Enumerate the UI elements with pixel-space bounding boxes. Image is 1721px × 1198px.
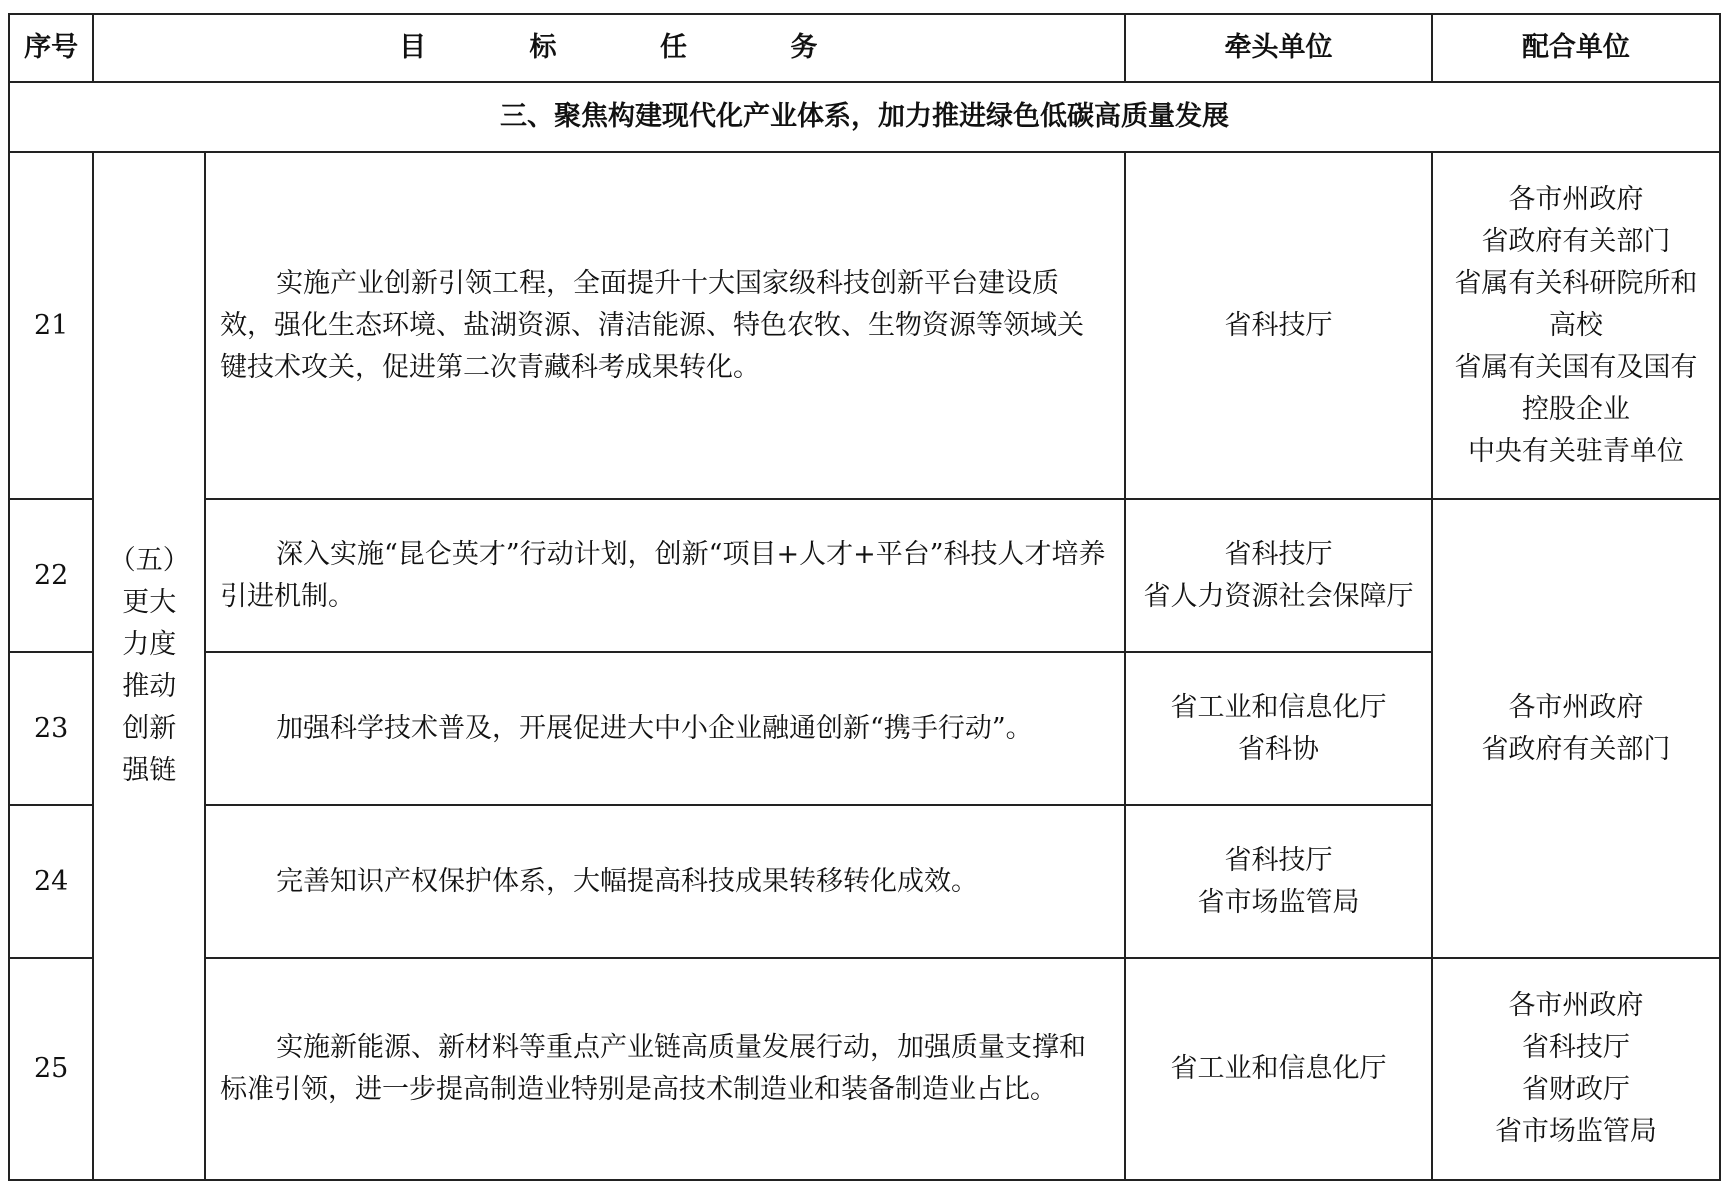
support-unit [1432,958,1720,1180]
support-unit-line: 省市场监管局 [1494,1116,1657,1147]
header-no: 序号 [9,14,93,82]
support-unit-line: 省政府有关部门 [1481,733,1671,765]
row-number: 25 [9,958,93,1180]
group-label-line: 强链 [122,755,177,786]
task-text: 完善知识产权保护体系，大幅提高科技成果转移转化成效。 [205,805,1125,958]
lead-unit-line: 省科技厅 [1224,844,1333,876]
lead-unit-line: 省工业和信息化厅 [1170,1053,1387,1084]
support-unit-line: 省政府有关部门 [1481,225,1671,257]
lead-unit-line: 省工业和信息化厅 [1170,691,1387,723]
group-label-line: 更大 [122,587,177,618]
support-unit-line: 各市州政府 [1508,990,1644,1021]
lead-unit [1125,958,1432,1180]
support-unit-line: 省财政厅 [1521,1074,1630,1105]
header-task: 目 标 任 务 [93,14,1125,82]
header-row [9,14,1720,82]
lead-unit-line: 省科技厅 [1224,309,1333,341]
support-unit-line: 各市州政府 [1508,183,1644,215]
group-label-line: 力度 [122,629,177,660]
table-row [9,152,1720,499]
support-unit-line: 中央有关驻青单位 [1467,435,1684,467]
task-text: 实施产业创新引领工程，全面提升十大国家级科技创新平台建设质效，强化生态环境、盐湖资源、清洁能源、特色农牧、生物资源等领域关键技术攻关，促进第二次青藏科考成果转化。 [205,152,1125,499]
task-table [8,13,1721,1181]
support-unit-line: 省属有关科研院所和 [1454,267,1698,299]
header-lead: 牵头单位 [1125,14,1432,82]
group-label-line: 推动 [122,671,177,702]
task-text: 深入实施“昆仑英才”行动计划，创新“项目+人才+平台”科技人才培养引进机制。 [205,499,1125,652]
support-unit [1432,152,1720,499]
support-unit-line: 控股企业 [1521,393,1630,425]
lead-unit-line: 省科协 [1238,733,1320,765]
lead-unit-line: 省科技厅 [1224,538,1333,570]
row-number: 22 [9,499,93,652]
lead-unit [1125,152,1432,499]
row-number: 23 [9,652,93,805]
table-row [9,958,1720,1180]
group-label-line: （五） [108,545,190,576]
section-title: 三、聚焦构建现代化产业体系，加力推进绿色低碳高质量发展 [9,82,1720,152]
header-support: 配合单位 [1432,14,1720,82]
support-unit-line: 各市州政府 [1508,691,1644,723]
lead-unit [1125,499,1432,652]
support-unit-line: 省科技厅 [1521,1032,1630,1063]
lead-unit-line: 省市场监管局 [1197,886,1360,918]
support-unit-shared [1432,499,1720,958]
group-label-line: 创新 [122,713,177,744]
row-number: 24 [9,805,93,958]
table-row [9,499,1720,652]
lead-unit [1125,652,1432,805]
group-label [93,152,205,1180]
task-text: 加强科学技术普及，开展促进大中小企业融通创新“携手行动”。 [205,652,1125,805]
section-row [9,82,1720,152]
lead-unit-line: 省人力资源社会保障厅 [1143,580,1414,612]
support-unit-line: 省属有关国有及国有 [1454,351,1698,383]
row-number: 21 [9,152,93,499]
task-text: 实施新能源、新材料等重点产业链高质量发展行动，加强质量支撑和标准引领，进一步提高制造业特别是高技术制造业和装备制造业占比。 [205,958,1125,1180]
lead-unit [1125,805,1432,958]
support-unit-line: 高校 [1548,309,1603,341]
